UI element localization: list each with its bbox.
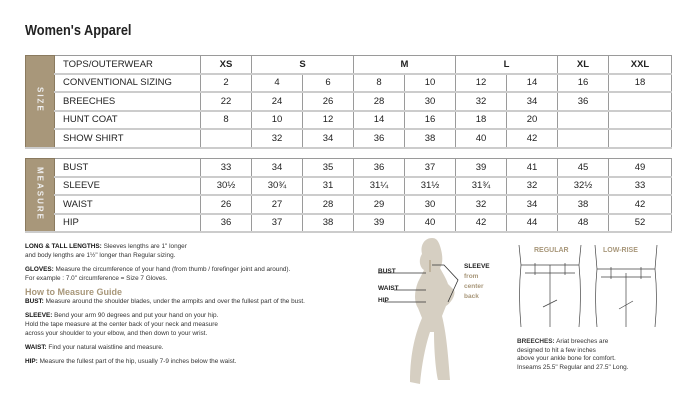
notes <box>25 242 365 371</box>
low-rise-label: LOW-RISE <box>603 247 638 254</box>
table-cell: 10 <box>405 74 456 93</box>
table-cell: 37 <box>252 214 303 233</box>
bust-label: BUST <box>378 268 396 275</box>
sleeve-label: SLEEVE from center back <box>464 263 490 300</box>
table-cell: 36 <box>558 92 609 111</box>
table-cell: 12 <box>303 111 354 130</box>
table-cell: 14 <box>507 74 558 93</box>
row-label: TOPS/OUTERWEAR <box>55 56 201 74</box>
table-cell: 32½ <box>558 177 609 196</box>
table-cell: 2 <box>201 74 252 93</box>
table-cell: 42 <box>507 129 558 148</box>
hip-label: HIP <box>378 297 389 304</box>
table-cell: 39 <box>354 214 405 233</box>
table-cell: 8 <box>201 111 252 130</box>
table-cell: 28 <box>354 92 405 111</box>
table-cell <box>558 129 609 148</box>
row-label: SHOW SHIRT <box>55 129 201 148</box>
table-cell: 8 <box>354 74 405 93</box>
table-cell: 27 <box>252 195 303 214</box>
table-row <box>26 92 672 111</box>
row-label: WAIST <box>55 195 201 214</box>
table-cell: 32 <box>507 177 558 196</box>
table-row <box>26 177 672 196</box>
table-cell: 40 <box>456 129 507 148</box>
guide-title: How to Measure Guide <box>25 287 123 297</box>
table-cell: 28 <box>303 195 354 214</box>
table-cell <box>201 129 252 148</box>
table-cell: 18 <box>456 111 507 130</box>
table-row <box>26 214 672 233</box>
table-cell: 44 <box>507 214 558 233</box>
size-table <box>25 55 672 149</box>
waist-note: WAIST: Find your natural waistline and measure. <box>25 344 164 351</box>
table-cell: 10 <box>252 111 303 130</box>
row-label: SLEEVE <box>55 177 201 196</box>
table-cell: 45 <box>558 159 609 177</box>
table-cell: 32 <box>456 92 507 111</box>
table-cell: 14 <box>354 111 405 130</box>
table-cell: 38 <box>303 214 354 233</box>
size-header-cell: XXL <box>609 56 672 74</box>
table-cell: 42 <box>609 195 672 214</box>
long-lengths-note: LONG & TALL LENGTHS: Sleeves lengths are 1" longer and body lengths are 1½" longer than Regular sizing. <box>25 243 187 259</box>
row-label: HIP <box>55 214 201 233</box>
table-cell: 30 <box>405 92 456 111</box>
table-cell: 48 <box>558 214 609 233</box>
table-cell: 30¾ <box>252 177 303 196</box>
table-cell: 52 <box>609 214 672 233</box>
gloves-note: GLOVES: Measure the circumference of your hand (from thumb / forefinger joint and around). For example : 7.0" circumference = Size 7 Gloves. <box>25 266 291 282</box>
table-cell: 31¾ <box>456 177 507 196</box>
page-title: Women's Apparel <box>25 22 132 39</box>
size-header-cell: S <box>252 56 354 74</box>
table-row <box>26 56 672 74</box>
side-label: MEASURE <box>26 159 55 233</box>
size-header-cell: XL <box>558 56 609 74</box>
table-row <box>26 159 672 177</box>
table-cell: 16 <box>558 74 609 93</box>
table-cell: 26 <box>303 92 354 111</box>
table-cell: 41 <box>507 159 558 177</box>
bust-note: BUST: Measure around the shoulder blades, under the armpits and over the fullest part of the bust. <box>25 298 305 305</box>
table-cell: 22 <box>201 92 252 111</box>
table-cell: 49 <box>609 159 672 177</box>
table-cell <box>609 92 672 111</box>
table-cell: 37 <box>405 159 456 177</box>
table-cell: 30 <box>405 195 456 214</box>
table-cell: 31¼ <box>354 177 405 196</box>
table-cell: 31½ <box>405 177 456 196</box>
table-row <box>26 74 672 93</box>
table-row <box>26 111 672 130</box>
table-cell: 33 <box>201 159 252 177</box>
table-row <box>26 195 672 214</box>
size-header-cell: L <box>456 56 558 74</box>
table-cell: 30½ <box>201 177 252 196</box>
table-row <box>26 129 672 148</box>
table-cell: 34 <box>507 92 558 111</box>
row-label: BREECHES <box>55 92 201 111</box>
waist-label: WAIST <box>378 285 399 292</box>
table-cell: 36 <box>354 129 405 148</box>
table-cell <box>558 111 609 130</box>
measure-table <box>25 158 672 233</box>
table-cell: 32 <box>456 195 507 214</box>
table-cell: 29 <box>354 195 405 214</box>
table-cell: 24 <box>252 92 303 111</box>
row-label: HUNT COAT <box>55 111 201 130</box>
hip-note: HIP: Measure the fullest part of the hip, usually 7-9 inches below the waist. <box>25 358 237 365</box>
table-cell: 34 <box>252 159 303 177</box>
table-cell: 6 <box>303 74 354 93</box>
table-cell <box>609 111 672 130</box>
row-label: BUST <box>55 159 201 177</box>
table-cell: 33 <box>609 177 672 196</box>
table-cell: 36 <box>354 159 405 177</box>
table-cell: 12 <box>456 74 507 93</box>
table-cell: 36 <box>201 214 252 233</box>
table-cell: 34 <box>507 195 558 214</box>
table-cell: 16 <box>405 111 456 130</box>
woman-silhouette-icon <box>370 232 510 392</box>
breeches-note: BREECHES: Ariat breeches are designed to hit a few inches above your ankle bone for comfort. Inseams 25.5" Regular and 27.5" Long. <box>517 338 629 371</box>
table-cell: 18 <box>609 74 672 93</box>
table-cell: 39 <box>456 159 507 177</box>
table-cell: 20 <box>507 111 558 130</box>
sleeve-note: SLEEVE: Bend your arm 90 degrees and put your hand on your hip. Hold the tape measure at the center back of your neck and measure across your shoulder to your elbow, and then down to your wrist. <box>25 312 219 337</box>
size-header-cell: XS <box>201 56 252 74</box>
table-cell: 38 <box>405 129 456 148</box>
table-cell: 31 <box>303 177 354 196</box>
table-cell: 26 <box>201 195 252 214</box>
table-cell: 40 <box>405 214 456 233</box>
side-label: SIZE <box>26 56 55 148</box>
table-cell <box>609 129 672 148</box>
regular-label: REGULAR <box>534 247 569 254</box>
table-cell: 42 <box>456 214 507 233</box>
table-cell: 38 <box>558 195 609 214</box>
table-cell: 35 <box>303 159 354 177</box>
size-header-cell: M <box>354 56 456 74</box>
table-cell: 32 <box>252 129 303 148</box>
table-cell: 4 <box>252 74 303 93</box>
breeches-diagram-icon <box>515 245 675 330</box>
table-cell: 34 <box>303 129 354 148</box>
row-label: CONVENTIONAL SIZING <box>55 74 201 93</box>
